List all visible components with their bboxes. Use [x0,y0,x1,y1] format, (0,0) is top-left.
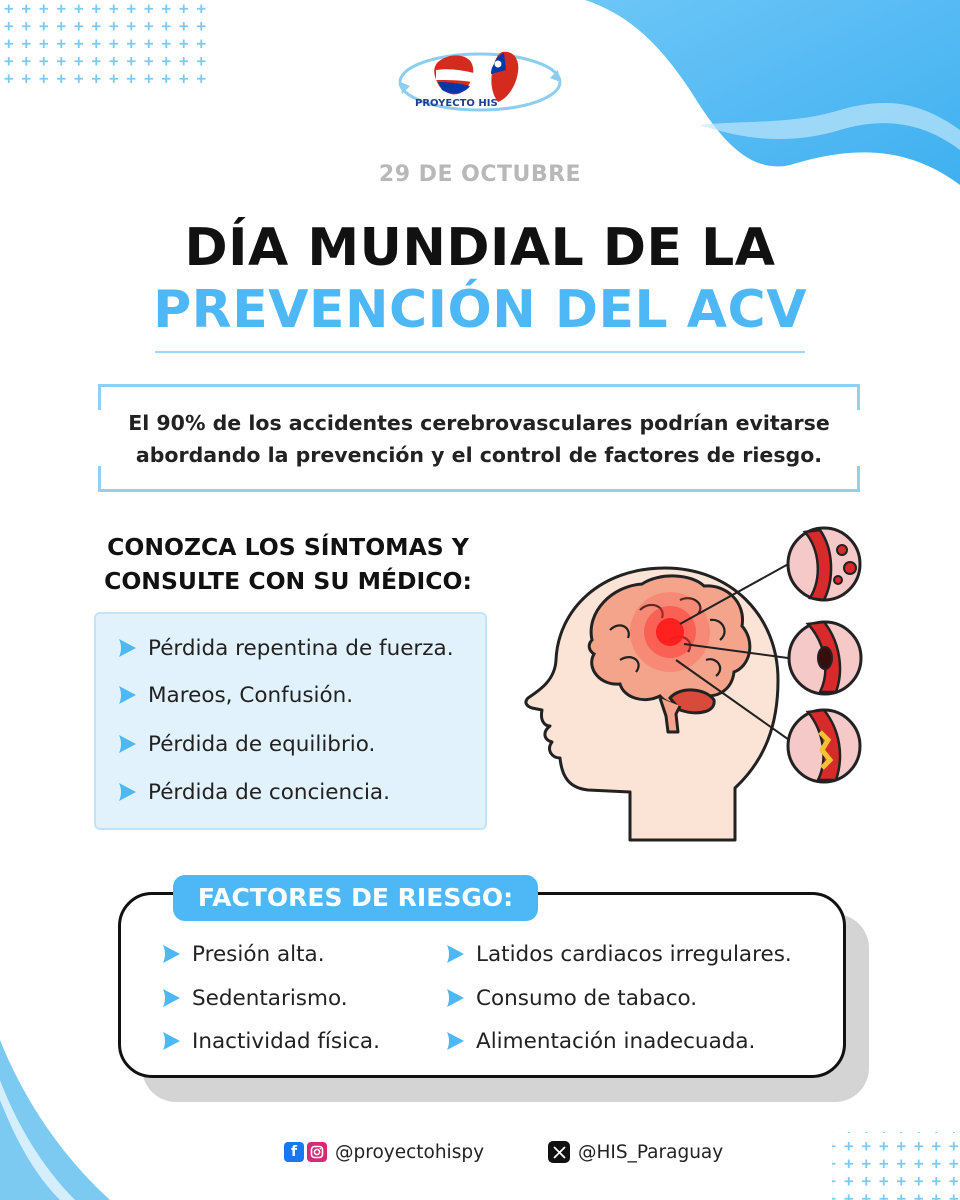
risk-factor-text: Inactividad física. [192,1028,380,1054]
facebook-icon: f [284,1142,304,1162]
vessel-clot-detail [789,622,861,694]
x-handle: @HIS_Paraguay [578,1141,724,1163]
play-arrow-icon [116,637,138,659]
play-arrow-icon [160,1030,182,1052]
vessel-plaque-detail [788,710,860,782]
symptom-text: Pérdida de conciencia. [148,779,390,805]
stroke-spot [656,618,684,646]
symptoms-heading-line2: CONSULTE CON SU MÉDICO: [104,567,472,595]
intro-box [98,384,860,492]
play-arrow-icon [160,987,182,1009]
logo-text: PROYECTO HIS [415,98,498,109]
plus-pattern-top-left [0,0,210,88]
list-item [444,978,697,1018]
intro-text [98,407,860,471]
head-brain-stroke-illustration [520,520,870,845]
proyecto-his-logo [390,40,570,120]
symptom-text: Pérdida de equilibrio. [148,731,376,757]
risk-factor-text: Sedentarismo. [192,985,348,1011]
list-item [160,978,348,1018]
plus-pattern-bottom-right [832,1132,960,1200]
risk-factor-text: Presión alta. [192,941,325,967]
play-arrow-icon [116,781,138,803]
social-facebook-instagram[interactable] [284,1138,484,1166]
intro-line2: abordando la prevención y el control de factores de riesgo. [135,443,823,467]
symptoms-heading [96,530,480,598]
list-item [444,1021,755,1061]
vessel-rupture-detail [788,528,860,600]
top-right-wave [585,0,960,185]
list-item [116,675,353,715]
risk-factor-text: Consumo de tabaco. [476,985,698,1011]
list-item [444,934,792,974]
event-date: 29 DE OCTUBRE [378,162,582,187]
risk-factor-text: Latidos cardiacos irregulares. [476,941,792,967]
symptoms-heading-line1: CONOZCA LOS SÍNTOMAS Y [107,533,469,561]
play-arrow-icon [116,733,138,755]
instagram-handle: @proyectohispy [335,1141,485,1163]
list-item [160,934,325,974]
page-title-line2: PREVENCIÓN DEL ACV [153,280,807,340]
social-x[interactable] [548,1138,723,1166]
title-divider [155,351,805,353]
instagram-icon [307,1142,327,1162]
risk-factor-text: Alimentación inadecuada. [476,1028,756,1054]
list-item [116,628,454,668]
play-arrow-icon [444,1030,466,1052]
play-arrow-icon [444,987,466,1009]
page-title-line1: DÍA MUNDIAL DE LA [184,218,776,278]
x-icon [548,1141,570,1163]
symptom-text: Mareos, Confusión. [148,682,354,708]
list-item [116,772,390,812]
symptom-text: Pérdida repentina de fuerza. [148,635,454,661]
list-item [160,1021,380,1061]
list-item [116,724,375,764]
play-arrow-icon [116,684,138,706]
risk-factors-heading: FACTORES DE RIESGO: [173,875,538,921]
play-arrow-icon [160,943,182,965]
intro-line1: El 90% de los accidentes cerebrovasculares podrían evitarse [128,411,830,435]
play-arrow-icon [444,943,466,965]
symptoms-list [94,612,487,830]
